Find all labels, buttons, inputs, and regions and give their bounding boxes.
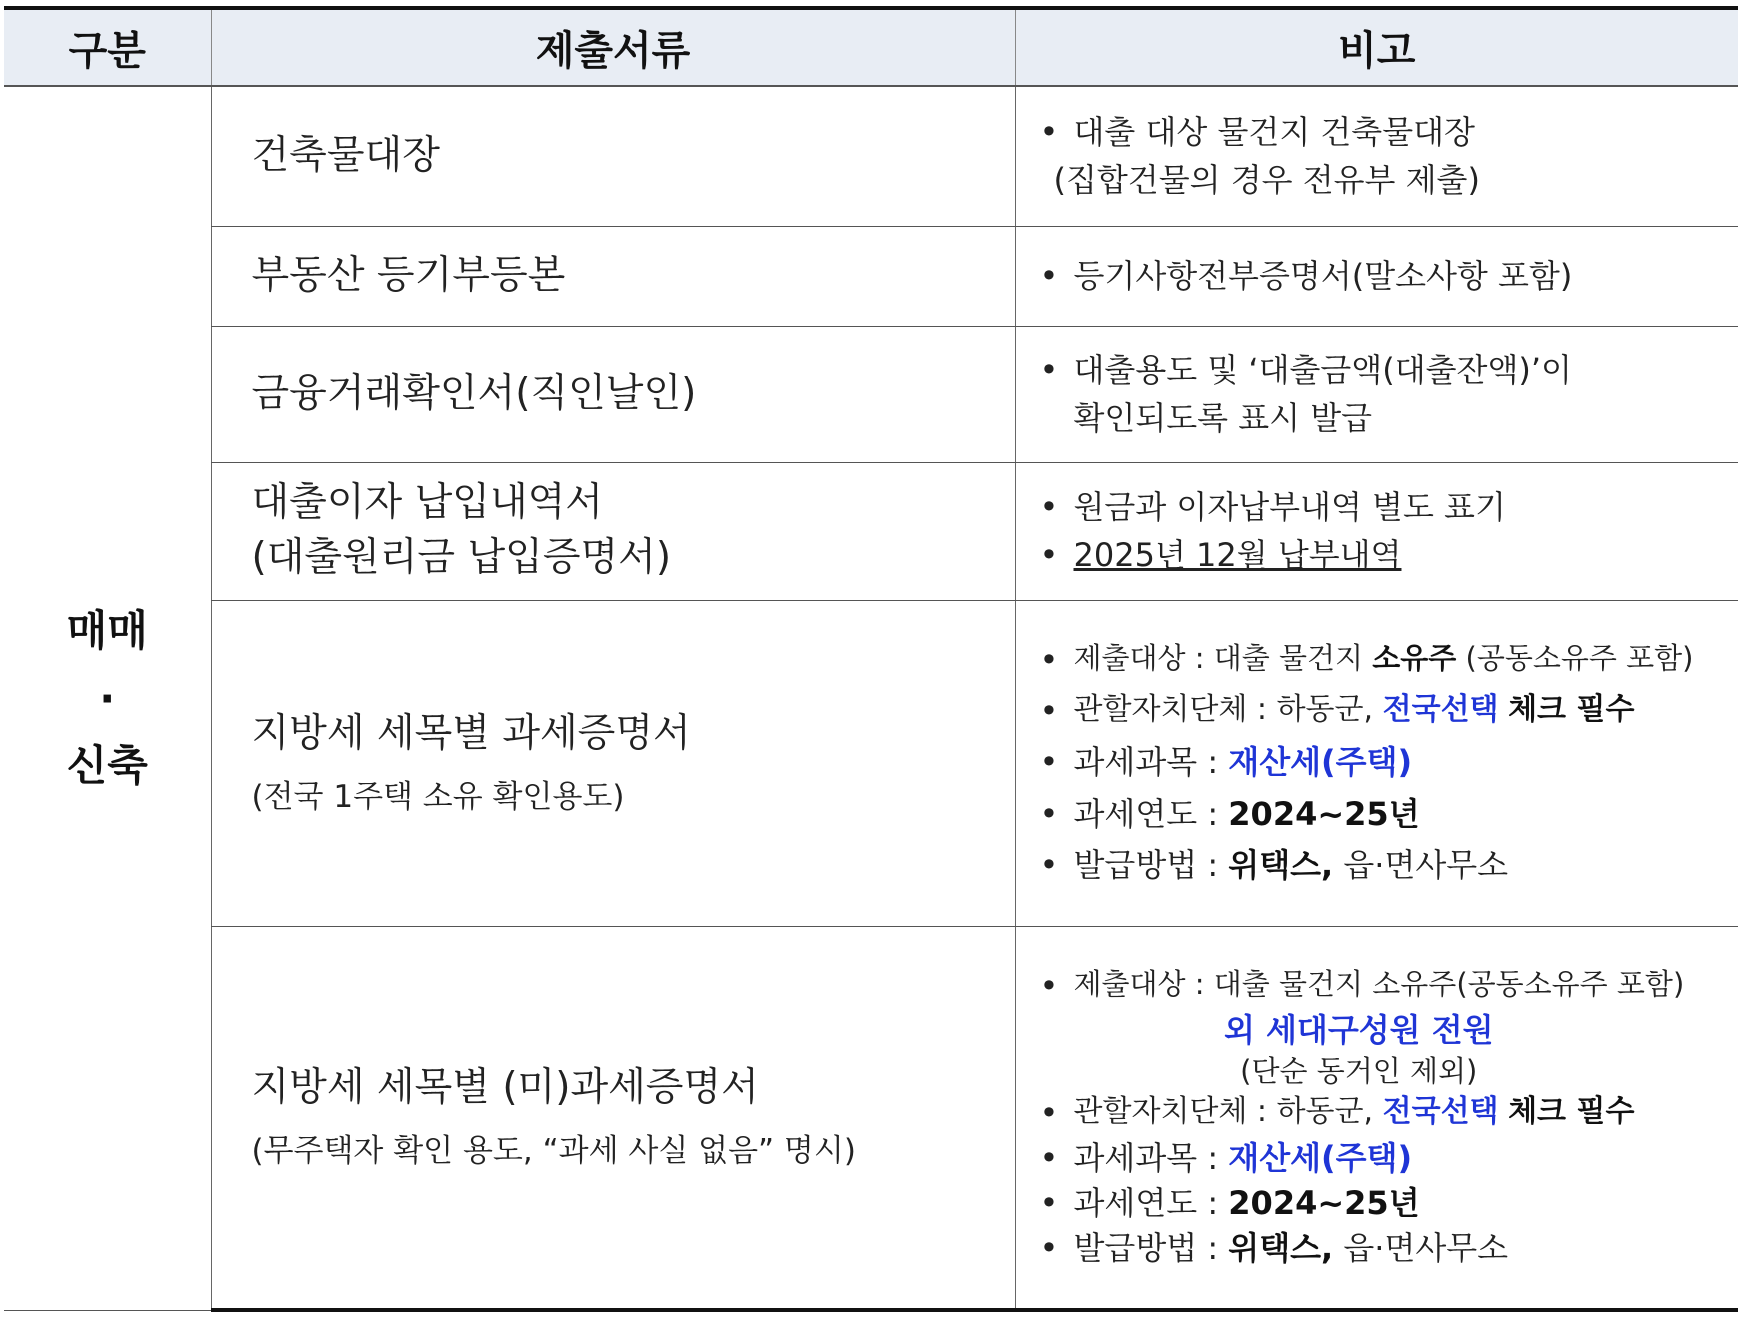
document-name: [211, 86, 1015, 226]
document-subtitle: (무주택자 확인 용도, “과세 사실 없음” 명시): [251, 1132, 856, 1169]
remark-cell: [1015, 600, 1738, 926]
label-year: 과세연도 :: [1073, 794, 1219, 833]
subject-value: 재산세(주택): [1228, 1139, 1413, 1178]
table-row: [4, 326, 1738, 462]
jurisdiction-a: 하동군,: [1276, 1094, 1374, 1130]
bullet-icon: •: [1039, 794, 1059, 833]
document-name: [211, 226, 1015, 326]
remark-text: 확인되도록 표시 발급: [1073, 399, 1373, 437]
header-documents: 제출서류: [211, 8, 1015, 86]
label-method: 발급방법 :: [1073, 1228, 1219, 1267]
table-row: [4, 226, 1738, 326]
jurisdiction-a: 하동군,: [1276, 692, 1374, 728]
method-a: 위택스,: [1228, 845, 1334, 884]
category-line1: 매매: [66, 606, 148, 656]
method-b: 읍·면사무소: [1343, 1228, 1509, 1267]
document-title: 지방세 세목별 (미)과세증명서: [251, 1065, 759, 1111]
target-a: 대출 물건지: [1213, 641, 1364, 676]
target-b: 외 세대구성원 전원: [1223, 1010, 1494, 1049]
label-target: 제출대상 :: [1073, 641, 1205, 676]
bullet-icon: •: [1039, 641, 1059, 680]
header-category: 구분: [4, 8, 211, 86]
remark-text: 대출 대상 물건지 건축물대장: [1073, 113, 1475, 152]
category-line2: 신축: [66, 740, 148, 790]
remark-cell: [1015, 926, 1738, 1310]
document-name: [211, 600, 1015, 926]
jurisdiction-b: 전국선택: [1382, 692, 1499, 728]
remark-text: (집합건물의 경우 전유부 제출): [1053, 161, 1480, 200]
target-a: 대출 물건지 소유주(공동소유주 포함): [1213, 967, 1685, 1002]
method-b: 읍·면사무소: [1343, 845, 1509, 884]
bullet-icon: •: [1039, 1228, 1059, 1267]
remark-text: 등기사항전부증명서(말소사항 포함): [1073, 257, 1573, 295]
document-name: [211, 326, 1015, 462]
document-name: [211, 462, 1015, 600]
document-title: 금융거래확인서(직인날인): [251, 370, 697, 416]
remark-text: 원금과 이자납부내역 별도 표기: [1073, 488, 1506, 526]
document-name: [211, 926, 1015, 1310]
bullet-icon: •: [1039, 536, 1059, 574]
document-requirements-table: [4, 6, 1738, 1312]
jurisdiction-c: 체크 필수: [1508, 692, 1635, 728]
bullet-icon: •: [1039, 1094, 1059, 1133]
bullet-icon: •: [1039, 113, 1059, 152]
document-title: 지방세 세목별 과세증명서: [251, 711, 691, 756]
year-value: 2024~25년: [1228, 794, 1420, 833]
remark-text-underlined: 2025년 12월 납부내역: [1073, 536, 1402, 574]
header-remarks: 비고: [1015, 8, 1738, 86]
label-jurisdiction: 관할자치단체 :: [1073, 692, 1268, 728]
label-jurisdiction: 관할자치단체 :: [1073, 1094, 1268, 1130]
label-year: 과세연도 :: [1073, 1183, 1219, 1222]
label-method: 발급방법 :: [1073, 845, 1219, 884]
target-c: (공동소유주 포함): [1465, 641, 1694, 676]
target-c: (단순 동거인 제외): [1240, 1054, 1478, 1089]
document-subtitle: (대출원리금 납입증명서): [251, 535, 672, 580]
remark-cell: [1015, 226, 1738, 326]
bullet-icon: •: [1039, 257, 1059, 295]
label-subject: 과세과목 :: [1073, 743, 1219, 782]
table-row: [4, 462, 1738, 600]
remark-cell: [1015, 326, 1738, 462]
document-title: 대출이자 납입내역서: [251, 480, 603, 526]
bullet-icon: •: [1039, 351, 1059, 389]
table-row: [4, 926, 1738, 1310]
bullet-icon: •: [1039, 1183, 1059, 1222]
year-value: 2024~25년: [1228, 1183, 1420, 1222]
category-dot: ·: [99, 673, 116, 723]
remark-text: 대출용도 및 ‘대출금액(대출잔액)’이: [1073, 351, 1572, 389]
label-subject: 과세과목 :: [1073, 1139, 1219, 1178]
remark-cell: [1015, 462, 1738, 600]
label-target: 제출대상 :: [1073, 967, 1205, 1002]
bullet-icon: •: [1039, 488, 1059, 526]
method-a: 위택스,: [1228, 1228, 1334, 1267]
bullet-icon: •: [1039, 845, 1059, 884]
table-row: [4, 600, 1738, 926]
jurisdiction-b: 전국선택: [1382, 1094, 1499, 1130]
bullet-icon: •: [1039, 967, 1059, 1006]
document-title: 부동산 등기부등본: [251, 252, 566, 298]
table-row: [4, 86, 1738, 226]
header-row: [4, 8, 1738, 86]
bullet-icon: •: [1039, 743, 1059, 782]
document-title: 건축물대장: [251, 132, 440, 178]
jurisdiction-c: 체크 필수: [1508, 1094, 1635, 1130]
bullet-icon: •: [1039, 692, 1059, 731]
target-b: 소유주: [1372, 641, 1457, 676]
remark-cell: [1015, 86, 1738, 226]
subject-value: 재산세(주택): [1228, 743, 1413, 782]
bullet-icon: •: [1039, 1139, 1059, 1178]
category-cell: [4, 86, 211, 1310]
document-subtitle: (전국 1주택 소유 확인용도): [251, 778, 625, 815]
